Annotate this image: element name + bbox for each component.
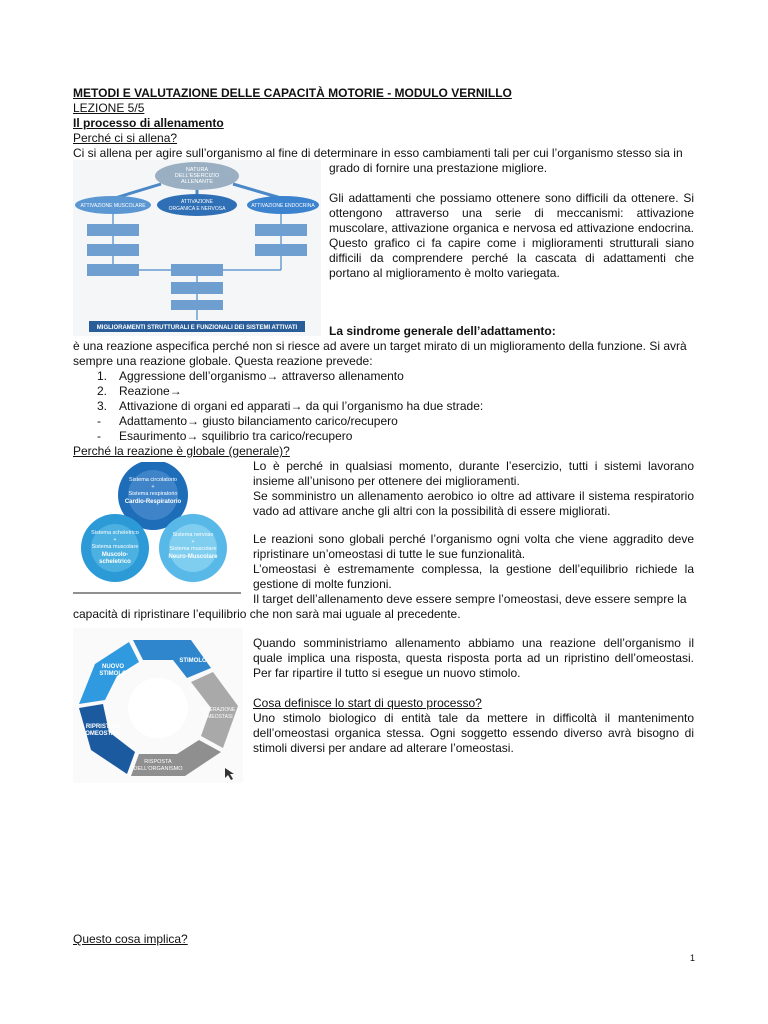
circle-label: Sistema muscolare	[91, 544, 139, 550]
circle-label: +	[113, 537, 117, 543]
section-heading: Il processo di allenamento	[73, 116, 224, 130]
lesson-label: LEZIONE 5/5	[73, 101, 145, 115]
global-paragraph: L’omeostasi è estremamente complessa, la gestione dell’equilibrio richiede la gestione di molte funzioni.	[253, 562, 694, 591]
adaptations-paragraph: Gli adattamenti che possiamo ottenere sono difficili da ottenere. Si ottengono attraverso una serie di meccanismi: attivazione muscolare, attivazione organica e nervosa ed attivazione endocrina. Questo grafico ci fa capire come i miglioramenti strutturali siano difficili da comprendere perché la cascata di adattamenti che portano al miglioramento è molto variegata.	[329, 191, 694, 280]
cycle-label-risposta: DELL'ORGANISMO	[133, 766, 183, 772]
circle-label: Sistema respiratorio	[128, 491, 178, 497]
list-item: Attivazione di organi ed apparati→ da qui l’organismo ha due strade:	[119, 399, 484, 413]
cycle-label-ripristino: OMEOSTASI	[85, 731, 121, 737]
cycle-label-nuovo: NUOVO	[101, 664, 125, 670]
flowchart-node-muscolare: ATTIVAZIONE MUSCOLARE	[80, 203, 146, 209]
flowchart-bottom-label: MIGLIORAMENTI STRUTTURALI E FUNZIONALI DEI SISTEMI ATTIVATI	[96, 325, 298, 331]
circle-label: Sistema muscolare	[169, 546, 217, 552]
circle-label: +	[191, 539, 195, 545]
circle-label: Cardio-Respiratorio	[124, 499, 182, 505]
circle-label: scheletrico	[99, 559, 131, 565]
intro-line: Ci si allena per agire sull’organismo al fine di determinare in esso cambiamenti tali per cui l’organismo stesso sia in	[73, 146, 683, 160]
page-number: 1	[690, 953, 696, 963]
circle-label: Muscolo-	[101, 552, 129, 558]
cycle-question: Cosa definisce lo start di questo processo?	[253, 696, 482, 710]
syndrome-line: sempre una reazione globale. Questa reazione prevede:	[73, 354, 373, 368]
circle-label: Neuro-Muscolare	[168, 554, 218, 560]
implication-question: Questo cosa implica?	[73, 932, 188, 946]
cycle-paragraph: Quando somministriamo allenamento abbiamo una reazione dell’organismo il quale implica una risposta, questa risposta porta ad un ripristino dell’omeostasi. Per far ripartire il tutto si esegue un nuovo stimolo.	[253, 636, 694, 680]
list-marker: 1.	[97, 369, 108, 383]
global-question: Perché la reazione è globale (generale)?	[73, 444, 290, 458]
flowchart-top-label: ALLENANTE	[180, 179, 214, 185]
cycle-label-ripristino: RIPRISTINO	[85, 724, 121, 730]
list-item: Esaurimento→ squilibrio tra carico/recupero	[119, 429, 353, 443]
systems-circles-figure	[73, 462, 243, 594]
list-marker: -	[97, 414, 101, 428]
question-heading: Perché ci si allena?	[73, 131, 178, 145]
circle-label: Sistema nervoso	[172, 532, 214, 538]
cycle-label-nuovo: STIMOLO	[99, 671, 127, 677]
syndrome-line: è una reazione aspecifica perché non si riesce ad avere un target mirato di un miglioramento della funzione. Si avrà	[73, 339, 687, 353]
cycle-label-risposta: RISPOSTA	[144, 759, 172, 765]
flowchart-top-label: DELL'ESERCIZIO	[174, 173, 220, 179]
flowchart-node-endocrina: ATTIVAZIONE ENDOCRINA	[251, 203, 315, 209]
list-item: Aggressione dell’organismo→ attraverso allenamento	[119, 369, 404, 383]
flowchart-node-organica: ORGANICA E NERVOSA	[168, 206, 226, 212]
list-marker: -	[97, 429, 101, 443]
list-item: Adattamento→ giusto bilanciamento carico/recupero	[119, 414, 398, 428]
list-item: Reazione→	[119, 384, 182, 398]
global-paragraph: capacità di ripristinare l’equilibrio che non sarà mai uguale al precedente.	[73, 607, 461, 621]
global-paragraph: Lo è perché in qualsiasi momento, durante l’esercizio, tutti i sistemi lavorano insieme all’unisono per ottenere dei miglioramenti.	[253, 459, 694, 488]
global-paragraph: Se somministro un allenamento aerobico io oltre ad attivare il sistema respiratorio vado ad attivare anche gli altri con la possibilità di essere migliorati.	[253, 489, 694, 518]
cycle-label-alterazione: OMEOSTASI	[203, 714, 233, 720]
global-paragraph: Le reazioni sono globali perché l’organismo ogni volta che viene aggradito deve ripristinare un’omeostasi di tutte le sue funzionalità.	[253, 532, 694, 561]
homeostasis-cycle-figure	[73, 628, 243, 783]
circle-label: +	[151, 484, 155, 490]
circle-label: Sistema scheletrico	[91, 530, 139, 536]
syndrome-heading: La sindrome generale dell’adattamento:	[329, 324, 556, 338]
cycle-paragraph: Uno stimolo biologico di entità tale da mettere in difficoltà il mantenimento dell’omeostasi organica stessa. Ogni soggetto essendo diverso avrà bisogno di stimoli diversi per andare ad alterare l’omeostasi.	[253, 711, 694, 755]
activation-flowchart	[73, 160, 321, 336]
list-marker: 2.	[97, 384, 108, 398]
cycle-label-stimolo: STIMOLO	[179, 658, 207, 664]
document-title: METODI E VALUTAZIONE DELLE CAPACITÀ MOTORIE - MODULO VERNILLO	[73, 86, 512, 100]
global-paragraph: Il target dell’allenamento deve essere sempre l’omeostasi, deve essere sempre la	[253, 592, 687, 606]
flowchart-node-organica: ATTIVAZIONE	[180, 199, 214, 205]
list-marker: 3.	[97, 399, 108, 413]
intro-line: grado di fornire una prestazione migliore.	[329, 161, 548, 175]
flowchart-top-label: NATURA	[185, 167, 209, 173]
cycle-label-alterazione: ALTERAZIONE	[200, 707, 236, 713]
circle-label: Sistema circolatorio	[129, 477, 177, 483]
